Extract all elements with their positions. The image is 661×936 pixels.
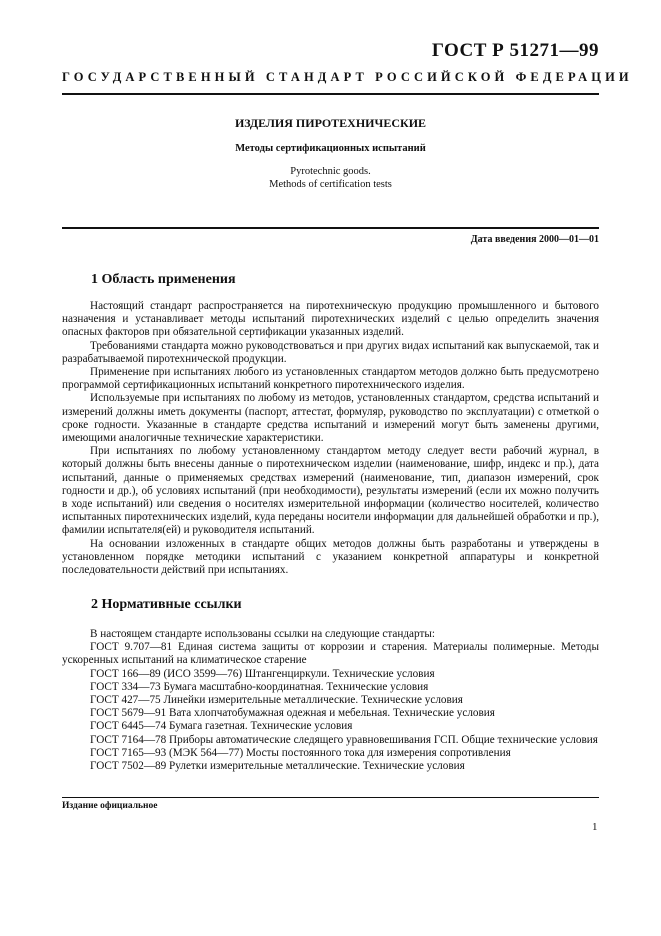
english-title-line-1: Pyrotechnic goods. xyxy=(290,166,371,177)
official-edition-label: Издание официальное xyxy=(62,801,158,811)
reference-item: ГОСТ 427—75 Линейки измерительные металлические. Технические условия xyxy=(90,694,463,707)
header-divider xyxy=(62,93,599,95)
reference-item: ГОСТ 9.707—81 Единая система защиты от коррозии и старения. Материалы полимерные. Методы ускоренных испытаний на климатическое старение xyxy=(62,641,599,667)
introduction-date: Дата введения 2000—01—01 xyxy=(470,234,599,245)
paragraph: Применение при испытаниях любого из установленных стандартом методов должно быть предусмотрено программой сертификационных испытаний конкретного пиротехнического изделия. xyxy=(62,366,599,392)
state-standard-heading: ГОСУДАРСТВЕННЫЙ СТАНДАРТ РОССИЙСКОЙ ФЕДЕРАЦИИ xyxy=(62,70,633,84)
english-title xyxy=(0,165,661,191)
paragraph: Требованиями стандарта можно руководствоваться и при других видах испытаний как выпускаемой, так и разрабатываемой пиротехнической продукции. xyxy=(62,339,599,365)
english-title-line-2: Methods of certification tests xyxy=(269,179,392,190)
page-number: 1 xyxy=(592,821,598,833)
section-2-body xyxy=(62,628,599,773)
document-title: ИЗДЕЛИЯ ПИРОТЕХНИЧЕСКИЕ xyxy=(234,116,427,130)
reference-item: ГОСТ 7502—89 Рулетки измерительные металлические. Технические условия xyxy=(90,760,465,773)
title-divider xyxy=(62,227,599,229)
paragraph: На основании изложенных в стандарте общих методов должны быть разработаны и утверждены в установленном порядке методики испытаний с указанием конкретной аппаратуры и конкретной последовательности действий при испытаниях. xyxy=(62,537,599,577)
reference-item: ГОСТ 5679—91 Вата хлопчатобумажная одежная и мебельная. Технические условия xyxy=(90,707,495,720)
reference-item: ГОСТ 7164—78 Приборы автоматические следящего уравновешивания ГСП. Общие технические условия xyxy=(90,733,598,746)
document-subtitle: Методы сертификационных испытаний xyxy=(235,143,426,154)
reference-item: ГОСТ 166—89 (ИСО 3599—76) Штангенциркули. Технические условия xyxy=(90,667,435,680)
section-1-heading: 1 Область применения xyxy=(91,272,236,287)
section-1-body xyxy=(62,300,599,577)
paragraph: Используемые при испытаниях по любому из методов, установленных стандартом, средства испытаний и измерений должны иметь документы (паспорт, аттестат, формуляр, руководство по эксплуатации) с отметкой о сроке годности. Указанные в стандарте средства испытаний и измерений могут быть заменены другими, имеющими аналогичные технические характеристики. xyxy=(62,392,599,445)
reference-item: ГОСТ 334—73 Бумага масштабно-координатная. Технические условия xyxy=(90,680,429,693)
document-code: ГОСТ Р 51271—99 xyxy=(431,40,599,61)
section-2-heading: 2 Нормативные ссылки xyxy=(91,597,242,612)
reference-item: ГОСТ 7165—93 (МЭК 564—77) Мосты постоянного тока для измерения сопротивления xyxy=(90,746,511,759)
paragraph: Настоящий стандарт распространяется на пиротехническую продукцию промышленного и бытового назначения и устанавливает методы испытаний пиротехнических изделий с целью определить значения опасных факторов при обязательной сертификации указанных изделий. xyxy=(62,300,599,339)
paragraph: При испытаниях по любому установленному стандартом методу следует вести рабочий журнал, в который должны быть внесены данные о пиротехническом изделии (наименование, шифр, индекс и пр.), дата испытаний, данные о применяемых средствах измерений (наименование, тип, диапазон измерений, срок годности и др.), об условиях испытаний (при необходимости), результаты измерений (если их можно получить в ходе испытаний) или сведения о носителях измерительной информации (количество носителей, количество испытанных пиротехнических изделий, куда переданы носители информации для дальнейшей обработки и пр.), фамилии испытателя(ей) и руководителя испытаний. xyxy=(62,445,599,537)
footer-divider xyxy=(62,797,599,798)
reference-item: ГОСТ 6445—74 Бумага газетная. Технические условия xyxy=(90,720,353,733)
references-intro: В настоящем стандарте использованы ссылки на следующие стандарты: xyxy=(90,628,435,640)
